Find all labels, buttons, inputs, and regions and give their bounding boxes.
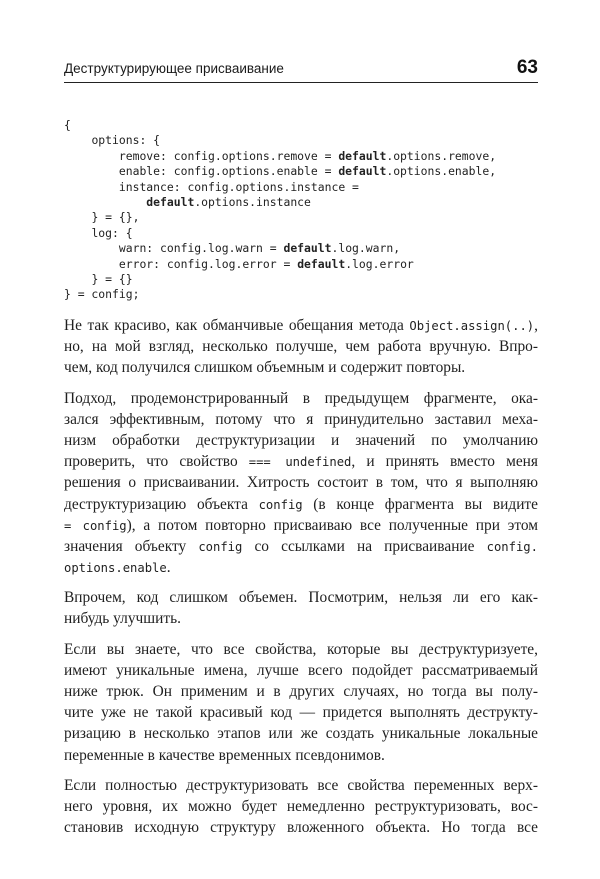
- code-text: .options.enable,: [386, 164, 497, 179]
- text-run: переменные в качестве временных псевдонимов.: [64, 746, 385, 764]
- text-run: , и принять вместо меня: [351, 453, 538, 471]
- text-line: [64, 536, 538, 557]
- text-run: ), а потом повторно присваиваю все полученные при этом: [126, 516, 539, 534]
- text-run: ,: [534, 317, 538, 334]
- inline-code: config: [198, 539, 243, 554]
- paragraph: [64, 775, 538, 839]
- body-text: [64, 315, 538, 847]
- text-line: [64, 608, 538, 629]
- text-run: Если вы знаете, что все свойства, которые вы деструктуризуете,: [64, 640, 538, 658]
- text-run: деструктуризацию объекта: [64, 495, 259, 513]
- text-run: ризацию в несколько этапов или же создать уникальные локальные: [64, 725, 538, 743]
- text-line: [64, 315, 538, 336]
- text-run: решения о присваивании. Хитрость состоит в том, что я выполняю: [64, 474, 538, 492]
- code-text: error: config.log.error =: [118, 256, 298, 271]
- code-text: } = {}: [91, 271, 133, 286]
- code-line: [64, 210, 538, 225]
- inline-code: = config: [64, 518, 127, 533]
- code-text: } = {},: [91, 210, 140, 225]
- code-keyword: default: [146, 194, 195, 209]
- code-text: .log.warn,: [331, 241, 401, 256]
- code-text: warn: config.log.warn =: [118, 241, 284, 256]
- code-line: [64, 180, 538, 195]
- text-run: имеют уникальные имена, лучше всего подойдет рассматриваемый: [64, 661, 538, 679]
- text-run: Впрочем, код слишком объемен. Посмотрим, нельзя ли его как-: [64, 589, 538, 607]
- inline-code: config: [258, 497, 303, 512]
- inline-code: config.: [486, 539, 538, 554]
- code-keyword: default: [338, 164, 387, 179]
- text-line: [64, 430, 538, 451]
- text-run: Подход, продемонстрированный в предыдущем фрагменте, ока-: [64, 389, 538, 407]
- code-text: } = config;: [64, 287, 140, 302]
- code-text: .options.instance: [194, 194, 311, 209]
- inline-code: options.enable: [64, 561, 167, 576]
- text-run: низм обработки деструктуризации и значений по умолчанию: [64, 431, 538, 449]
- code-line: [64, 272, 538, 287]
- text-line: [64, 681, 538, 702]
- text-run: зался эффективным, потому что я принудительно заставил меха-: [64, 410, 538, 428]
- code-text: enable: config.options.enable =: [118, 164, 339, 179]
- text-line: [64, 775, 538, 796]
- code-text: instance: config.options.instance =: [118, 179, 359, 194]
- text-run: со ссылками на присваивание: [242, 537, 487, 555]
- text-line: [64, 451, 538, 472]
- paragraph: [64, 315, 538, 379]
- text-run: чите уже не такой красивый код — придется выполнять деструкту-: [64, 704, 538, 722]
- code-text: .log.error: [345, 256, 414, 271]
- code-text: remove: config.options.remove =: [118, 148, 339, 163]
- text-run: (в конце фрагмента вы видите: [302, 495, 538, 513]
- text-line: [64, 723, 538, 744]
- text-line: [64, 639, 538, 660]
- text-run: но, на мой взгляд, несколько получше, чем работа вручную. Впро-: [64, 338, 538, 356]
- text-run: становив исходную структуру вложенного объекта. Но тогда все: [64, 819, 538, 837]
- code-line: [64, 164, 538, 179]
- code-line: [64, 133, 538, 148]
- text-line: [64, 557, 538, 578]
- text-run: проверить, что свойство: [64, 453, 249, 471]
- text-line: [64, 660, 538, 681]
- text-run: нибудь улучшить.: [64, 610, 181, 628]
- text-run: чем, код получился слишком объемным и содержит повторы.: [64, 359, 466, 377]
- code-line: [64, 149, 538, 164]
- text-line: [64, 745, 538, 766]
- paragraph: [64, 587, 538, 629]
- text-line: [64, 336, 538, 357]
- code-line: [64, 241, 538, 256]
- code-text: log: {: [91, 225, 133, 240]
- text-line: [64, 515, 538, 536]
- page-header: [64, 52, 538, 83]
- text-run: него уровня, их можно будет немедленно реструктуризовать, вос-: [64, 797, 538, 815]
- text-line: [64, 409, 538, 430]
- code-line: [64, 226, 538, 241]
- text-run: значения объекту: [64, 537, 199, 555]
- code-line: [64, 287, 538, 302]
- text-run: Не так красиво, как обманчивые обещания метода: [64, 317, 410, 334]
- code-keyword: default: [297, 256, 346, 271]
- code-text: {: [64, 118, 71, 132]
- code-text: options: {: [91, 133, 161, 148]
- text-line: [64, 796, 538, 817]
- text-run: .: [166, 559, 171, 577]
- code-listing: [64, 118, 538, 303]
- paragraph: [64, 639, 538, 766]
- running-title: Деструктурирующее присваивание: [64, 61, 284, 76]
- code-keyword: default: [338, 148, 387, 163]
- paragraph: [64, 388, 538, 579]
- text-line: [64, 388, 538, 409]
- text-line: [64, 587, 538, 608]
- code-keyword: default: [283, 241, 332, 256]
- inline-code: Object.assign(..): [409, 319, 535, 333]
- code-text: .options.remove,: [386, 148, 497, 163]
- text-line: [64, 817, 538, 838]
- code-line: [64, 195, 538, 210]
- text-line: [64, 702, 538, 723]
- page-number: 63: [516, 57, 538, 78]
- code-line: [64, 257, 538, 272]
- text-line: [64, 357, 538, 378]
- code-line: [64, 118, 538, 133]
- text-run: Если полностью деструктуризовать все свойства переменных верх-: [64, 776, 538, 794]
- text-run: ниже трюк. Он применим и в других случаях, но тогда вы полу-: [64, 683, 538, 700]
- text-line: [64, 494, 538, 515]
- inline-code: === undefined: [248, 455, 352, 470]
- text-line: [64, 472, 538, 493]
